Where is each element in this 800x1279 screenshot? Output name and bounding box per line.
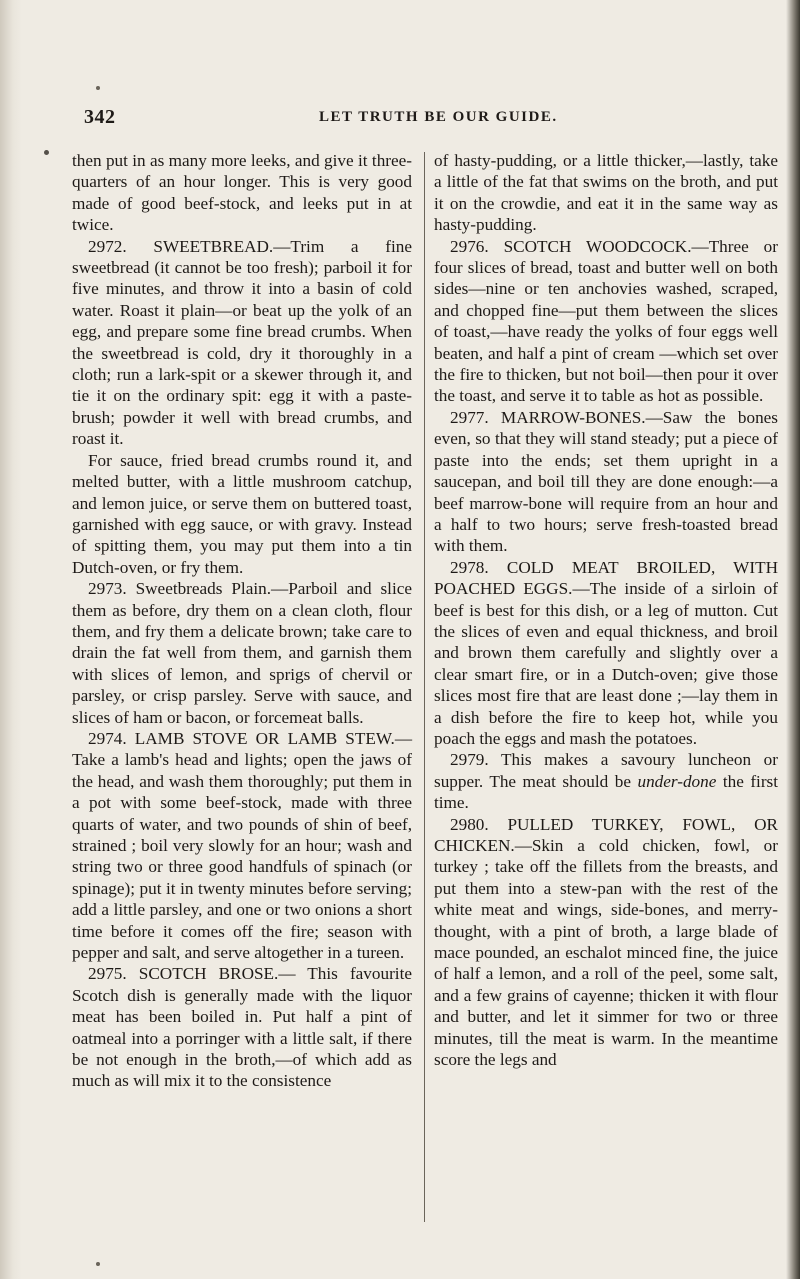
recipe-heading: 2977. MARROW-BONES. [450, 407, 646, 427]
recipe-pulled-turkey [434, 814, 778, 1071]
recipe-heading: 2975. SCOTCH BROSE. [88, 964, 279, 984]
right-column [434, 150, 778, 1070]
recipe-heading: 2973. Sweetbreads Plain. [88, 579, 271, 599]
recipe-text: —Three or four slices of bread, toast and butter well on both sides—nine or ten anchovies washed, scraped, and chopped fine—put them between the slices of toast,—have ready the yolks of four eggs well beaten, and half a pint of cream —which set over the fire to thicken, but not boil—then pour it over the toast, and serve it to table as hot as possible. [434, 236, 778, 406]
speck-mark [96, 86, 100, 90]
recipe-scotch-woodcock [434, 236, 778, 407]
recipe-text: —Skin a cold chicken, fowl, or turkey ; take off the fillets from the breasts, and put them into a stew-pan with the rest of the white meat and wings, side-bones, and merry-thought, with a pint of broth, a large blade of mace pounded, an eschalot minced fine, the juice of half a lemon, and a roll of the peel, some salt, and a few grains of cayenne; thicken it with flour and butter, and let it simmer for two or three minutes, till the meat is warm. In the meantime score the legs and [434, 836, 778, 1070]
speck-mark [96, 1262, 100, 1266]
recipe-heading: 2974. LAMB STOVE OR LAMB STEW. [88, 728, 395, 748]
column-divider [424, 152, 425, 1222]
recipe-text: —Take a lamb's head and lights; open the jaws of the head, and wash them thoroughly; put them in a pot with some beef-stock, made with three quarts of water, and two pounds of shin of beef, strained ; boil very slowly for an hour; wash and string two or three good handfuls of spinach (or spinage); put it in twenty minutes before serving; add a little parsley, and one or two onions a short time before it comes off the fire; season with pepper and salt, and serve altogether in a tureen. [72, 728, 412, 963]
page-left-edge-shadow [0, 0, 22, 1279]
paragraph [434, 150, 778, 236]
margin-bullet-mark [44, 150, 49, 155]
paragraph-text: then put in as many more leeks, and give it three-quarters of an hour longer. This is very good made of good beef-stock, and leeks put in at twice. [72, 151, 412, 235]
paragraph-text: For sauce, fried bread crumbs round it, and melted butter, with a little mushroom catchup, and lemon juice, or serve them on buttered toast, garnished with egg sauce, or with gravy. Instead of spitting them, you may put them into a tin Dutch-oven, or fry them. [72, 450, 412, 577]
recipe-heading: 2978. COLD MEAT BROILED, WITH POACHED EGGS. [434, 557, 778, 599]
paragraph-text: 2979. This makes a savoury luncheon or supper. The meat should be [434, 750, 778, 791]
recipe-text: —Saw the bones even, so that they will stand steady; put a piece of paste into the ends; set them upright in a saucepan, and boil till they are done enough:—a beef marrow-bone will require from an hour and a half to two hours; serve fresh-toasted bread with them. [434, 407, 778, 556]
page-number: 342 [84, 106, 116, 128]
recipe-heading: 2980. PULLED TURKEY, FOWL, OR CHICKEN. [434, 814, 778, 855]
recipe-text: —The inside of a sirloin of beef is best for this dish, or a leg of mutton. Cut the slices of even and equal thickness, and broil and brown them carefully and slightly over a clear smart fire, or in a Dutch-oven; give those slices most fire that are least done ;—lay them in a dish before the fire to keep hot, while you poach the eggs and mash the potatoes. [434, 579, 778, 748]
recipe-text: — This favourite Scotch dish is generally made with the liquor meat has been boiled in. Put half a pint of oatmeal into a porringer with a little salt, if there be not enough in the broth,—of which add as much as will mix it to the consistence [72, 964, 412, 1091]
page-right-edge-shadow [786, 0, 800, 1279]
running-head: LET TRUTH BE OUR GUIDE. [319, 109, 558, 125]
recipe-marrow-bones [434, 407, 778, 557]
recipe-text: —Parboil and slice them as before, dry them on a clean cloth, flour them, and fry them a delicate brown; take care to drain the fat well from them, and garnish them with slices of lemon, and sprigs of chervil or parsley, or crisp parsley. Serve with sauce, and slices of ham or bacon, or forcemeat balls. [72, 579, 412, 727]
emphasis-text: under-done [637, 771, 717, 791]
paragraph-text: of hasty-pudding, or a little thicker,—lastly, take a little of the fat that swims on the broth, and put it on the crowdie, and eat it in the same way as hasty-pudding. [434, 151, 778, 235]
recipe-cold-meat-broiled [434, 557, 778, 750]
recipe-sweetbreads-plain [72, 578, 412, 728]
recipe-scotch-brose [72, 963, 412, 1091]
paragraph [72, 150, 412, 236]
recipe-sweetbread [72, 236, 412, 450]
left-column [72, 150, 412, 1092]
paragraph [72, 450, 412, 578]
recipe-lamb-stew [72, 728, 412, 963]
paragraph-luncheon-note [434, 749, 778, 813]
page-header [84, 106, 774, 136]
recipe-heading: 2976. SCOTCH WOODCOCK. [450, 236, 692, 256]
recipe-text: —Trim a fine sweetbread (it cannot be too fresh); parboil it for five minutes, and throw it into a basin of cold water. Roast it plain—or beat up the yolk of an egg, and prepare some fine bread crumbs. When the sweetbread is cold, dry it thoroughly in a cloth; run a lark-spit or a skewer through it, and tie it on the ordinary spit: egg it with a paste-brush; powder it well with bread crumbs, and roast it. [72, 236, 412, 449]
recipe-heading: 2972. SWEETBREAD. [88, 236, 274, 256]
paragraph-text: the first time. [434, 771, 779, 813]
